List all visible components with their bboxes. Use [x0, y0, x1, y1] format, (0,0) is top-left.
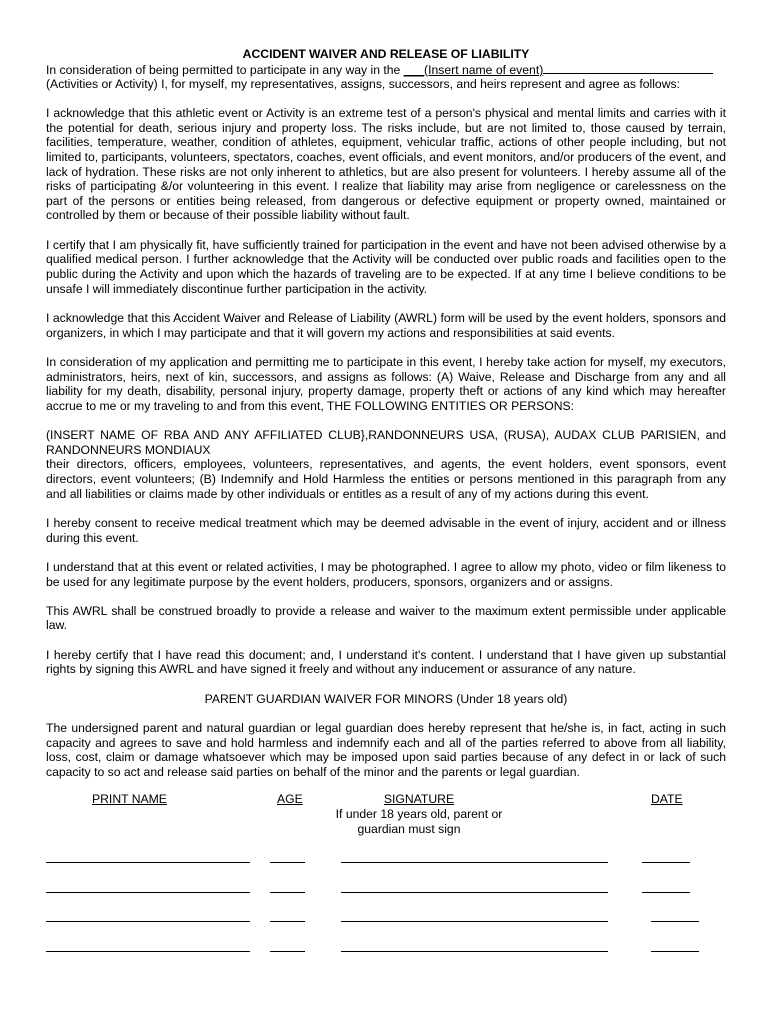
release-paragraph: In consideration of my application and permitting me to participate in this event, I hereby take action for myself, my executors, administrators, heirs, next of kin, successors, and assigns as follows: (A) Waive, Release and Discharge from any and all liability for my death, disability, personal injury, property damage, property theft or actions of any kind which may hereafter accrue to me or my traveling to and from this event, THE FOLLOWING ENTITIES OR PERSONS: [46, 354, 726, 413]
age-line[interactable] [270, 951, 305, 952]
event-name-placeholder: ___(Insert name of event) [403, 62, 544, 77]
signature-line[interactable] [341, 921, 608, 922]
age-line[interactable] [270, 921, 305, 922]
medical-paragraph: I hereby consent to receive medical treatment which may be deemed advisable in the event of injury, accident and or illness during this event. [46, 515, 726, 545]
signature-row [46, 921, 726, 951]
construction-paragraph: This AWRL shall be construed broadly to provide a release and waiver to the maximum extent permissible under applicable law. [46, 603, 726, 633]
event-name-fill-line [543, 62, 713, 74]
signature-row [46, 862, 726, 892]
print-name-header: PRINT NAME [92, 792, 167, 807]
date-line[interactable] [651, 951, 699, 952]
print-name-line[interactable] [46, 921, 250, 922]
certification-paragraph: I hereby certify that I have read this document; and, I understand it's content. I understand that I have given up substantial rights by signing this AWRL and have signed it freely and without any inducement or assurance of any nature. [46, 647, 726, 677]
waiver-document [46, 47, 726, 846]
date-line[interactable] [642, 862, 690, 863]
awrl-use-paragraph: I acknowledge that this Accident Waiver and Release of Liability (AWRL) form will be used by the event holders, sponsors and organizers, in which I may participate and that it will govern my actions and responsibilities at said events. [46, 311, 726, 340]
signature-table-header [46, 792, 726, 846]
entities-line: (INSERT NAME OF RBA AND ANY AFFILIATED CLUB},RANDONNEURS USA, (RUSA), AUDAX CLUB PARISIEN, and RANDONNEURS MONDIAUX [46, 428, 726, 457]
print-name-line[interactable] [46, 862, 250, 863]
signature-note-2: guardian must sign [357, 821, 461, 836]
entities-paragraph [46, 428, 726, 501]
document-title: ACCIDENT WAIVER AND RELEASE OF LIABILITY [242, 47, 530, 61]
signature-rows [46, 862, 726, 980]
signature-row [46, 892, 726, 922]
intro-prefix: In consideration of being permitted to participate in any way in the [46, 62, 404, 77]
date-line[interactable] [651, 921, 699, 922]
date-header: DATE [651, 792, 683, 807]
print-name-line[interactable] [46, 892, 250, 893]
intro-line-2: (Activities or Activity) I, for myself, my representatives, assigns, successors, and heirs represent and agree as follows: [46, 77, 680, 92]
minors-heading: PARENT GUARDIAN WAIVER FOR MINORS (Under 18 years old) [204, 691, 568, 706]
signature-line[interactable] [341, 892, 608, 893]
signature-note-1: If under 18 years old, parent or [335, 807, 503, 822]
age-line[interactable] [270, 862, 305, 863]
minors-paragraph: The undersigned parent and natural guardian or legal guardian does hereby represent that he/she is, in fact, acting in such capacity and agrees to save and hold harmless and indemnify each and all of the parties referred to above from all liability, loss, cost, claim or damage whatsoever which may be imposed upon said parties because of any defect in or lack of such capacity to so act and release said parties on behalf of the minor and the parents or legal guardian. [46, 721, 726, 780]
fitness-paragraph: I certify that I am physically fit, have sufficiently trained for participation in the event and have not been advised otherwise by a qualified medical person. I further acknowledge that the Activity will be conducted over public roads and facilities open to the public during the Activity and upon which the hazards of traveling are to be expected. If at any time I believe conditions to be unsafe I will immediately discontinue further participation in the activity. [46, 237, 726, 296]
signature-line[interactable] [341, 862, 608, 863]
entities-continuation: their directors, officers, employees, volunteers, representatives, and agents, the event holders, event sponsors, event directors, event volunteers; (B) Indemnify and Hold Harmless the entities or persons mentioned in this paragraph from any and all liabilities or claims made by other individuals or entitles as a result of any of my actions during this event. [46, 457, 726, 501]
print-name-line[interactable] [46, 951, 250, 952]
date-line[interactable] [642, 892, 690, 893]
age-header: AGE [277, 792, 303, 807]
age-line[interactable] [270, 892, 305, 893]
signature-row [46, 951, 726, 981]
risk-paragraph: I acknowledge that this athletic event or Activity is an extreme test of a person's physical and mental limits and carries with it the potential for death, serious injury and property loss. The risks include, but are not limited to, those caused by terrain, facilities, temperature, weather, condition of athletes, equipment, vehicular traffic, actions of other people including, but not limited to, participants, volunteers, spectators, coaches, event officials, and event monitors, and/or producers of the event, and lack of hydration. These risks are not only inherent to athletics, but are also present for volunteers. I hereby assume all of the risks of participating &/or volunteering in this event. I realize that liability may arise from negligence or carelessness on the part of the persons or entities being released, from dangerous or defective equipment or property owned, maintained or controlled by them or because of their possible liability without fault. [46, 106, 726, 223]
intro-line-1 [46, 62, 726, 78]
signature-line[interactable] [341, 951, 608, 952]
signature-header: SIGNATURE If under 18 years old, parent or guardian must sign [329, 792, 509, 836]
photo-paragraph: I understand that at this event or related activities, I may be photographed. I agree to allow my photo, video or film likeness to be used for any legitimate purpose by the event holders, producers, sponsors, organizers and or assigns. [46, 559, 726, 589]
